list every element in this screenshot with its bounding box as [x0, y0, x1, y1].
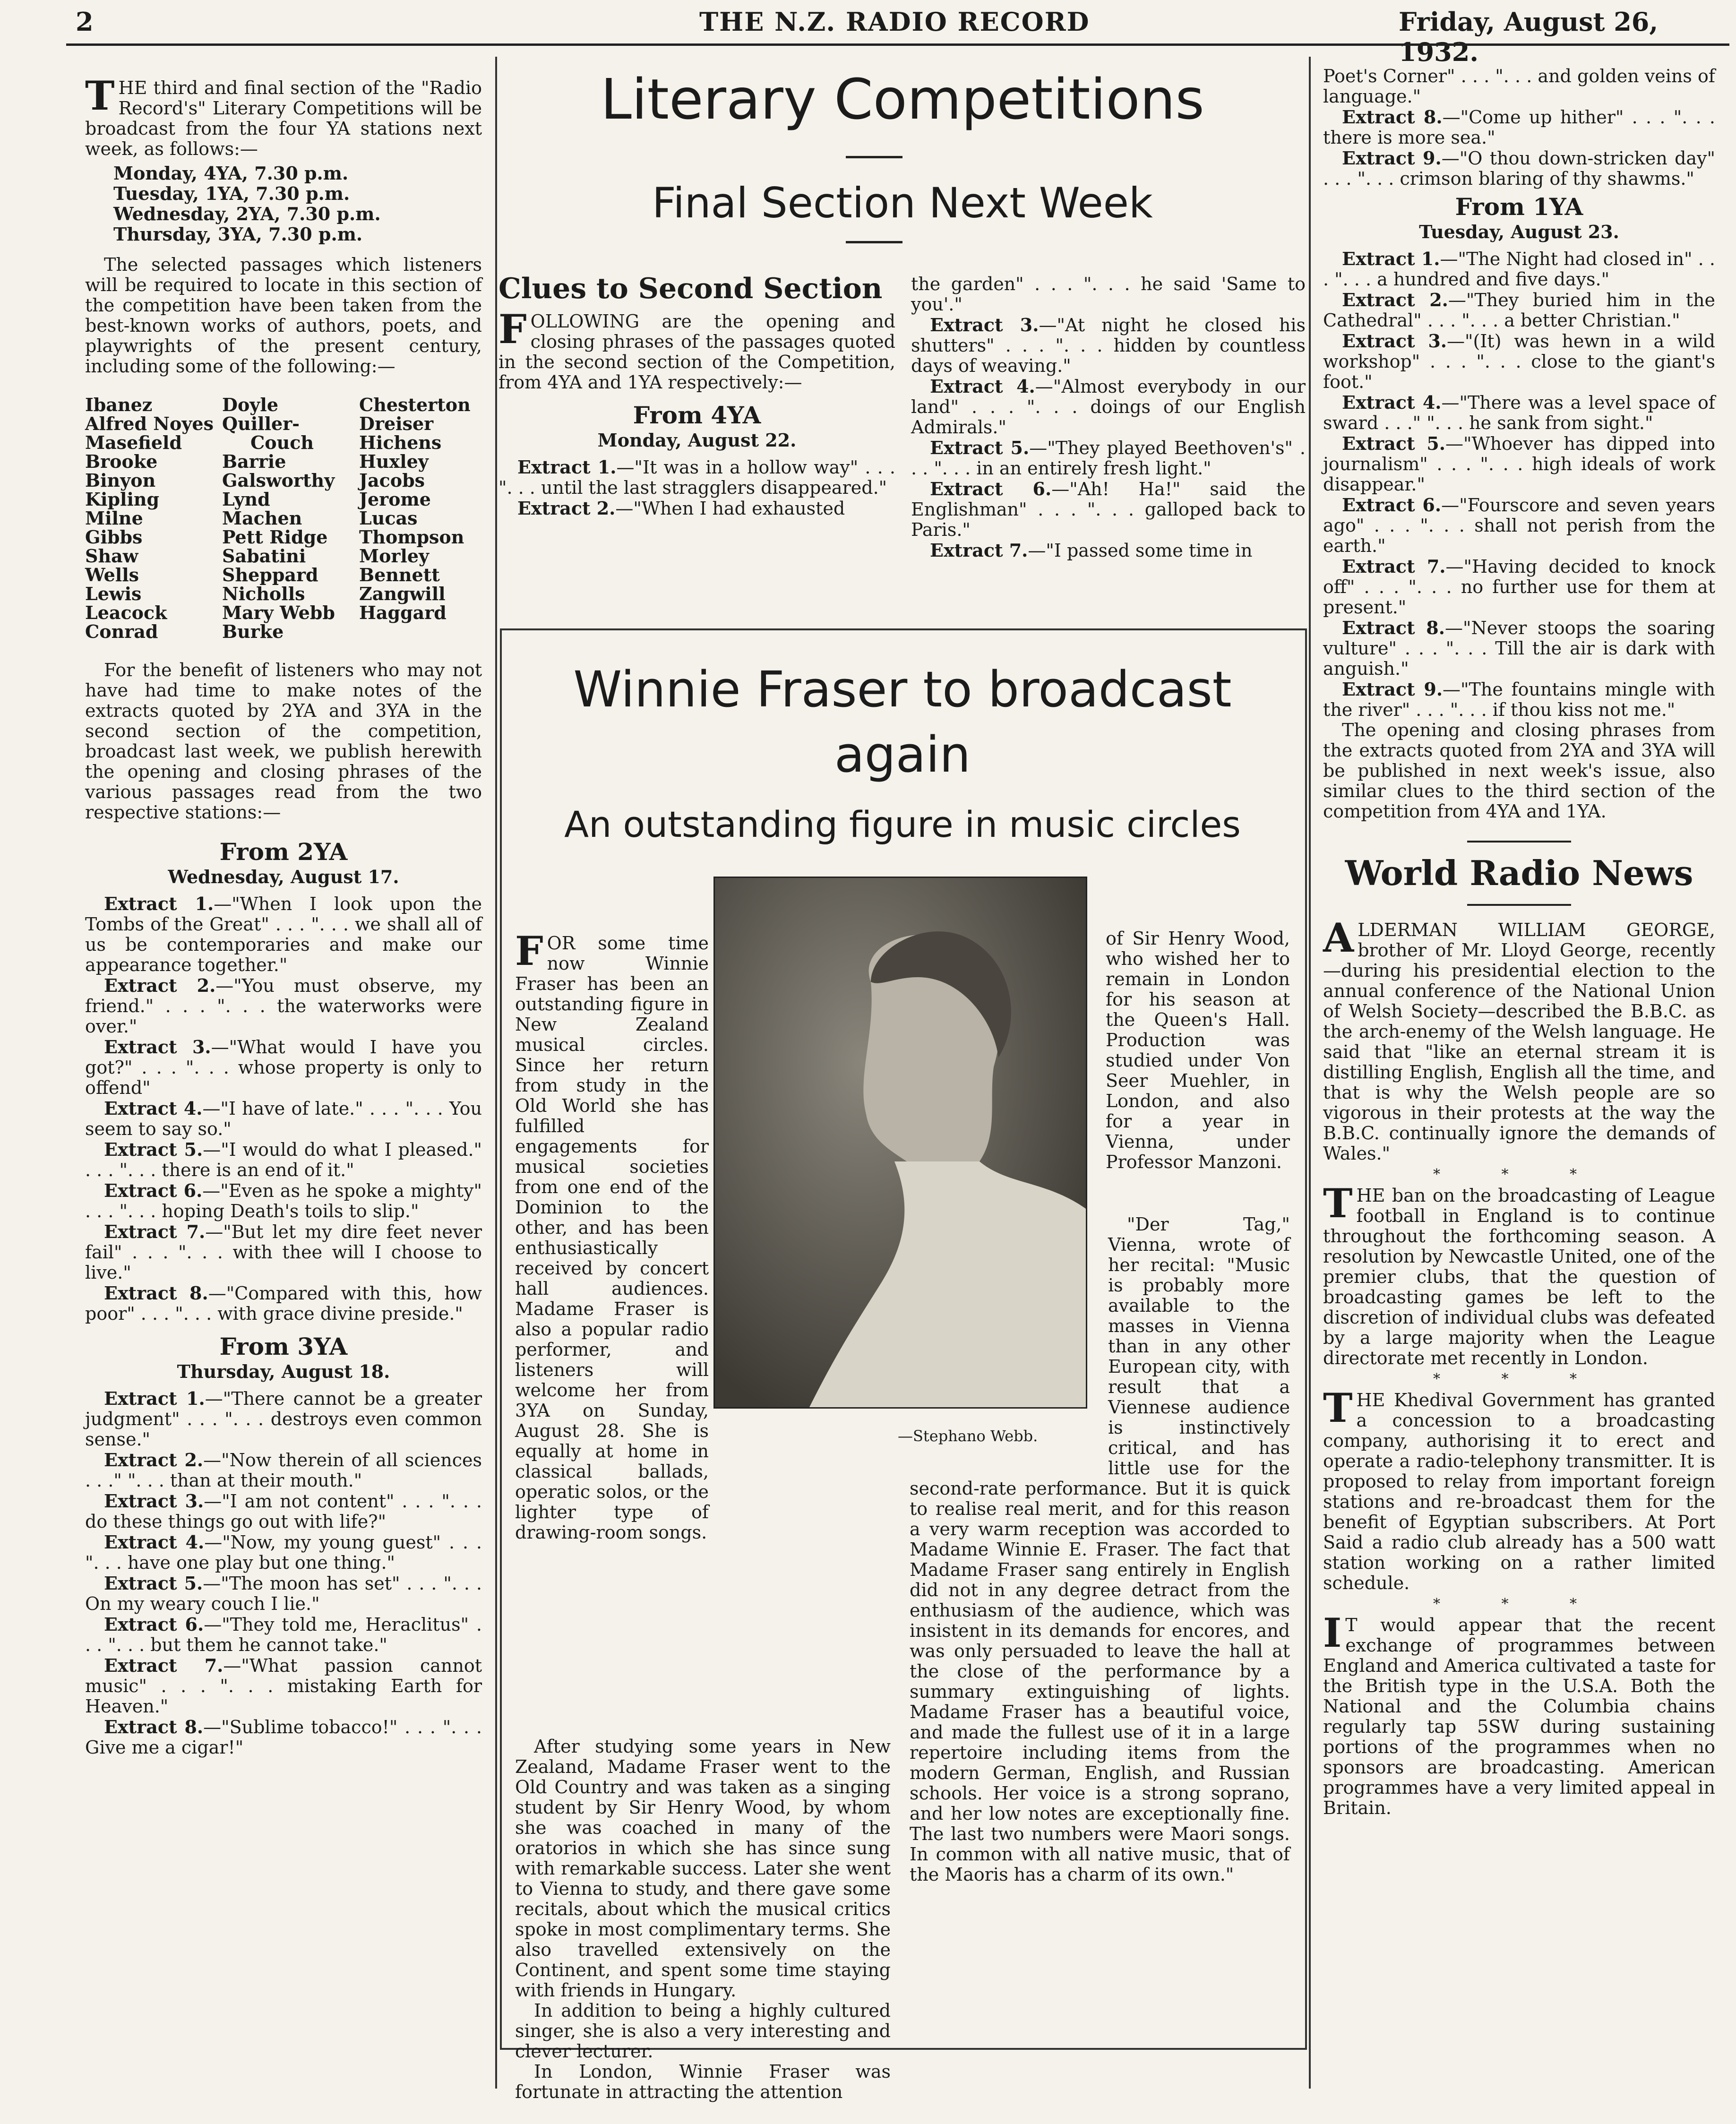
header-rule	[66, 43, 1729, 46]
news-rule-top	[1467, 841, 1571, 843]
ornament: * * *	[1433, 1596, 1606, 1612]
closing-paragraph: The opening and closing phrases from the extracts quoted from 2YA and 3YA will be published in next week's issue, also similar clues to the third section of the competition from 4YA and 1YA.	[1323, 720, 1715, 822]
author: Alfred Noyes	[85, 413, 214, 434]
extract-item	[85, 1180, 482, 1221]
page-number: 2	[76, 7, 94, 37]
extract-item	[498, 498, 895, 519]
extract-label: Extract 4.	[104, 1531, 205, 1553]
news-text: LDERMAN WILLIAM GEORGE, brother of Mr. Lloyd George, recently—during his presidential election to the annual conference of the National Union of Welsh Society—described the B.B.C. as the arch-enemy of the Welsh language. He said that "like an eternal stream it is distilling English, English all the time, and that is why the Welsh people are so vigorous in their protests at the way the B.B.C. continually ignore the demands of Wales."	[1323, 920, 1715, 1164]
extract-label: Extract 3.	[1342, 330, 1447, 352]
extract-label: Extract 1.	[104, 1388, 205, 1409]
news-text: HE Khedival Government has granted a concession to a broadcasting company, authorising it to erect and operate a radio-telephony transmitter. It is proposed to relay from important foreign stations and re-broadcast them for the benefit of Egyptian subscribers. At Port Said a radio club already has a 500 watt station working on a rather limited schedule.	[1323, 1390, 1715, 1593]
ornament: * * *	[1433, 1371, 1606, 1387]
extract-text: —"What passion cannot music" . . . ". . . mistaking Earth for Heaven."	[85, 1655, 482, 1717]
author: Gibbs	[85, 526, 143, 548]
extract-text: —"Compared with this, how poor" . . . ". . . with grace divine preside."	[85, 1283, 482, 1324]
extract-label: Extract 6.	[930, 478, 1052, 499]
extract-text: —"When I had exhausted	[615, 498, 845, 519]
author: Binyon	[85, 470, 156, 491]
extract-label: Extract 2.	[517, 498, 616, 519]
section-date: Wednesday, August 17.	[168, 866, 399, 887]
extract-label: Extract 3.	[930, 314, 1039, 335]
extract-item	[1323, 495, 1715, 556]
author: Morley	[359, 545, 430, 567]
extract-label: Extract 8.	[1342, 106, 1443, 128]
extract-item	[85, 975, 482, 1037]
feature-text: OR some time now Winnie Fraser has been an outstanding figure in New Zealand musical circles. Since her return from study in the Old World she has fulfilled engagements for musical societies from one end of the Dominion to the other, and has been enthusiastically received by concert hall audiences. Madame Fraser is also a popular radio performer, and listeners will welcome her from 3YA on Sunday, August 28. She is equally at home in classical ballads, operatic solos, or the lighter type of drawing-room songs.	[515, 933, 709, 1543]
extract-text: —"When I look upon the Tombs of the Great" . . . ". . . we shall all of us be contemporaries and make our appearance together."	[85, 894, 482, 975]
author: Kipling	[85, 489, 160, 510]
extract-text: —"Now, my young guest" . . . ". . . have one play but one thing."	[85, 1532, 482, 1573]
feature-text-left-bottom	[515, 1737, 891, 2102]
author: Shaw	[85, 545, 138, 567]
extract-label: Extract 7.	[104, 1655, 223, 1676]
extract-text: —"(It) was hewn in a wild workshop" . . . ". . . close to the giant's foot."	[1323, 331, 1716, 392]
authors-list	[85, 396, 482, 641]
extract-label: Extract 2.	[104, 975, 216, 996]
clues-column-1	[498, 272, 895, 519]
extract-label: Extract 5.	[104, 1573, 203, 1594]
extract-text: —"At night he closed his shutters" . . . ". . . hidden by countless days of weaving."	[911, 315, 1306, 376]
main-subheadline: Final Section Next Week	[652, 179, 1153, 227]
extract-item	[1323, 249, 1715, 290]
news-heading: World Radio News	[1345, 853, 1693, 893]
feature-para: "Der Tag," Vienna, wrote of her recital: "Music is probably more available to the masses in Vienna than in any other European city, with result that a Viennese audience is instinctively critical, and has little use for the second-rate performance. But it is quick to realise real merit, and for this reason a very warm reception was accorded to Madame Winnie E. Fraser. The fact that Madame Fraser sang entirely in English did not in any degree detract from the enthusiasm of the audience, which was insistent in its demands for encores, and was only persuaded to leave the hall at the close of the performance by a summary extinguishing of lights. Madame Fraser has a beautiful voice, and made the fullest use of it in a large repertoire including items from the modern German, English, and Russian schools. Her voice is a strong soprano, and her low notes are exceptionally fine. The last two numbers were Maori songs. In common with all native music, that of the Maoris has a charm of its own."	[910, 1214, 1290, 1885]
author: Jerome	[359, 489, 431, 510]
extract-text: —"Ah! Ha!" said the Englishman" . . . ". . . galloped back to Paris."	[911, 479, 1306, 540]
extract-label: Extract 3.	[104, 1490, 204, 1512]
extract-text: —"Almost everybody in our land" . . . ". . . doings of our English Admirals."	[911, 376, 1306, 438]
right-column	[1323, 66, 1715, 1818]
extract-label: Extract 1.	[517, 456, 617, 478]
feature-subheadline: An outstanding figure in music circles	[564, 803, 1241, 845]
schedule-item: Tuesday, 1YA, 7.30 p.m.	[113, 183, 350, 204]
extract-continued: Poet's Corner" . . . ". . . and golden veins of language."	[1323, 66, 1715, 107]
drop-cap: T	[85, 72, 115, 119]
section-heading: From 1YA	[1455, 193, 1583, 221]
extract-text: —"Having decided to knock off" . . . ". . . no further use for them at present."	[1323, 556, 1715, 618]
extract-item	[911, 540, 1306, 561]
section-date: Tuesday, August 23.	[1419, 221, 1619, 242]
extract-item	[85, 1283, 482, 1324]
extract-label: Extract 2.	[104, 1449, 204, 1470]
extract-text: —"Come up hither" . . . ". . . there is more sea."	[1323, 107, 1716, 148]
extract-label: Extract 2.	[1342, 289, 1448, 310]
section-date: Monday, August 22.	[597, 430, 797, 451]
extract-text: —"I passed some time in	[1028, 540, 1253, 561]
schedule-item: Monday, 4YA, 7.30 p.m.	[113, 163, 349, 184]
author: Quiller-	[222, 413, 300, 434]
extract-label: Extract 9.	[1342, 147, 1442, 169]
column-rule-left	[495, 57, 497, 2089]
author: Hichens	[359, 432, 442, 453]
feature-text-right	[1106, 929, 1290, 1172]
extract-label: Extract 6.	[104, 1180, 203, 1201]
ornament: * * *	[1433, 1166, 1606, 1183]
feature-text-left	[515, 928, 893, 1543]
extract-label: Extract 8.	[104, 1716, 204, 1737]
extract-label: Extract 8.	[1342, 617, 1445, 638]
news-item	[1323, 1609, 1715, 1818]
extract-text: —"The Night had closed in" . . . ". . . a hundred and five days."	[1323, 249, 1715, 290]
extract-text: —"I have of late." . . . ". . . You seem to say so."	[85, 1098, 482, 1139]
extract-text: —"There was a level space of sward . . ." ". . . he sank from sight."	[1323, 392, 1715, 433]
author: Lewis	[85, 583, 142, 604]
extract-item	[85, 1098, 482, 1139]
headline-rule	[846, 156, 902, 158]
issue-date: Friday, August 26, 1932.	[1399, 7, 1659, 67]
extract-item	[85, 1614, 482, 1655]
drop-cap: T	[1323, 1384, 1353, 1431]
extract-item	[1323, 556, 1715, 618]
extract-label: Extract 7.	[930, 540, 1028, 561]
author: Barrie	[222, 451, 286, 472]
main-headline: Literary Competitions	[601, 67, 1204, 132]
section-heading: From 2YA	[219, 838, 348, 866]
extract-text: —"There cannot be a greater judgment" . . . ". . . destroys even common sense."	[85, 1388, 482, 1450]
extract-item	[1323, 331, 1715, 392]
author: Leacock	[85, 602, 167, 623]
drop-cap: A	[1323, 914, 1354, 961]
extract-text: —"Even as he spoke a mighty" . . . ". . . hoping Death's toils to slip."	[85, 1180, 482, 1221]
extract-item	[85, 1037, 482, 1098]
author: Bennett	[359, 564, 440, 585]
author: Machen	[222, 507, 302, 529]
extract-item	[911, 376, 1306, 438]
extract-label: Extract 4.	[1342, 392, 1442, 413]
float-spacer	[910, 1214, 1108, 1472]
extract-item	[85, 1532, 482, 1573]
author: Jacobs	[359, 470, 425, 491]
drop-cap: F	[515, 928, 543, 974]
column-rule-right	[1309, 57, 1311, 2089]
feature-headline: Winnie Fraser to broadcast again	[573, 661, 1232, 783]
author: Wells	[85, 564, 139, 585]
extract-label: Extract 8.	[104, 1282, 208, 1304]
feature-para: In London, Winnie Fraser was fortunate in attracting the attention	[515, 2061, 891, 2102]
extract-item	[1323, 679, 1715, 720]
extract-label: Extract 1.	[1342, 248, 1440, 269]
author: Lucas	[359, 507, 418, 529]
extract-label: Extract 5.	[930, 437, 1030, 458]
schedule-item: Wednesday, 2YA, 7.30 p.m.	[113, 203, 381, 224]
extract-text: —"The moon has set" . . . ". . . On my weary couch I lie."	[85, 1573, 482, 1614]
author: Mary Webb	[222, 602, 335, 623]
broadcast-schedule	[113, 163, 482, 244]
extract-item	[911, 479, 1306, 540]
extract-item	[498, 457, 895, 498]
author: Pett Ridge	[222, 526, 328, 548]
feature-para: In addition to being a highly cultured singer, she is also a very interesting and clever lecturer.	[515, 2000, 891, 2062]
extract-label: Extract 9.	[1342, 679, 1443, 700]
extract-text: —"What would I have you got?" . . . ". . . whose property is only to offend"	[85, 1037, 482, 1098]
extract-item	[85, 1139, 482, 1180]
extract-item	[85, 1491, 482, 1532]
feature-narrow-left	[515, 928, 709, 1543]
author: Zangwill	[359, 583, 446, 604]
extract-item	[85, 1388, 482, 1450]
author: Haggard	[359, 602, 447, 623]
clues-heading: Clues to Second Section	[498, 272, 883, 305]
extract-label: Extract 7.	[104, 1221, 206, 1242]
subheadline-rule	[846, 241, 902, 243]
extract-text: —"I am not content" . . . ". . . do these things go out with life?"	[85, 1491, 482, 1532]
extract-label: Extract 5.	[104, 1139, 203, 1160]
feature-para: After studying some years in New Zealand, Madame Fraser went to the Old Country and was taken as a singing student by Sir Henry Wood, by whom she was coached in many of the oratorios in which she has since sung with remarkable success. Later she went to Vienna to study, and there gave some recitals, about which the musical critics spoke in most complimentary terms. She also travelled extensively on the Continent, and spent some time staying with friends in Hungary.	[515, 1736, 891, 2001]
extract-item	[1323, 107, 1715, 148]
extract-label: Extract 3.	[104, 1036, 211, 1058]
drop-cap: T	[1323, 1180, 1353, 1227]
news-rule-bottom	[1467, 904, 1571, 906]
author	[359, 622, 496, 641]
extract-text: —"Sublime tobacco!" . . . ". . . Give me a cigar!"	[85, 1717, 482, 1758]
news-item	[1323, 914, 1715, 1164]
section-heading: From 3YA	[219, 1333, 348, 1360]
author: Milne	[85, 507, 143, 529]
extract-text: —"Fourscore and seven years ago" . . . ". . . shall not perish from the earth."	[1323, 495, 1715, 556]
extract-label: Extract 7.	[1342, 556, 1446, 577]
drop-cap: I	[1323, 1609, 1342, 1656]
extract-text: —"They played Beethoven's" . . . ". . . in an entirely fresh light."	[911, 438, 1306, 479]
author: Huxley	[359, 451, 429, 472]
extract-label: Extract 5.	[1342, 433, 1446, 454]
extract-text: —"You must observe, my friend." . . . ". . . the waterworks were over."	[85, 975, 482, 1037]
extract-text: —"They buried him in the Cathedral" . . . ". . . a better Christian."	[1323, 290, 1715, 331]
author: Galsworthy	[222, 470, 335, 491]
author: Doyle	[222, 394, 278, 415]
extract-item	[911, 315, 1306, 376]
author: Nicholls	[222, 583, 305, 604]
left-column	[85, 72, 482, 1758]
extract-label: Extract 1.	[104, 893, 214, 914]
extract-item	[1323, 148, 1715, 189]
clues-intro: OLLOWING are the opening and closing phrases of the passages quoted in the second section of the Competition, from 4YA and 1YA respectively:—	[498, 311, 895, 393]
extract-item	[1323, 392, 1715, 433]
news-item	[1323, 1384, 1715, 1593]
extract-text: —"Now therein of all sciences . . ." ". . . than at their mouth."	[85, 1450, 482, 1491]
news-item	[1323, 1180, 1715, 1368]
author: Masefield	[85, 432, 182, 453]
feature-para	[515, 928, 709, 1543]
schedule-item: Thursday, 3YA, 7.30 p.m.	[113, 224, 363, 245]
extract-text: —"Never stoops the soaring vulture" . . . ". . . Till the air is dark with anguish."	[1323, 618, 1716, 679]
extract-text: —"O thou down-stricken day" . . . ". . . crimson blaring of thy shawms."	[1323, 148, 1716, 189]
extract-item	[1323, 618, 1715, 679]
author: Burke	[222, 621, 284, 642]
extract-text: —"But let my dire feet never fail" . . . ". . . with thee will I choose to live."	[85, 1221, 482, 1283]
feature-para: of Sir Henry Wood, who wished her to remain in London for his season at the Queen's Hall. Production was studied under Von Seer Muehler, in London, and also for a year in Vienna, under Professor Manzoni.	[1106, 928, 1290, 1172]
author: Brooke	[85, 451, 158, 472]
extract-item	[85, 1573, 482, 1614]
extract-item	[911, 438, 1306, 479]
extract-item	[85, 1450, 482, 1491]
extract-item	[1323, 433, 1715, 495]
extract-item	[85, 1655, 482, 1717]
extract-item	[85, 1717, 482, 1758]
extract-item	[85, 894, 482, 975]
clues-column-2	[911, 274, 1306, 561]
author: Ibanez	[85, 394, 153, 415]
extract-label: Extract 6.	[104, 1614, 204, 1635]
author: Lynd	[222, 489, 270, 510]
author: Conrad	[85, 621, 158, 642]
author: Chesterton	[359, 394, 471, 415]
drop-cap: F	[498, 306, 527, 353]
news-text: T would appear that the recent exchange of programmes between England and America cultivated a taste for the British type in the U.S.A. Both the National and the Columbia chains regularly tap 5SW during sustaining portions of the programmes when no sponsors are broadcasting. American programmes have a very limited appeal in Britain.	[1323, 1615, 1715, 1818]
feature-text-right-bottom	[910, 1214, 1290, 1885]
extract-label: Extract 6.	[1342, 494, 1442, 516]
paper-title: THE N.Z. RADIO RECORD	[699, 7, 1090, 37]
extract-label: Extract 4.	[930, 376, 1035, 397]
section-date: Thursday, August 18.	[177, 1361, 390, 1382]
passages-paragraph: The selected passages which listeners will be required to locate in this section of the competition have been taken from the best-known works of authors, poets, and playwrights of the present century, including some of the following:—	[85, 254, 482, 377]
author: Dreiser	[359, 413, 434, 434]
news-text: HE ban on the broadcasting of League football in England is to continue throughout the forthcoming season. A resolution by Newcastle United, one of the premier clubs, that the question of broadcasting games be left to the discretion of individual clubs was defeated by a large majority when the League directorate met recently in London.	[1323, 1185, 1715, 1368]
extract-continued: the garden" . . . ". . . he said 'Same to you'."	[911, 274, 1306, 315]
extract-text: —"I would do what I pleased." . . . ". . . there is an end of it."	[85, 1139, 482, 1180]
extract-text: —"The fountains mingle with the river" . . . ". . . if thou kiss not me."	[1323, 679, 1715, 720]
extract-text: —"They told me, Heraclitus" . . . ". . . but them he cannot take."	[85, 1614, 482, 1655]
extract-text: —"Whoever has dipped into journalism" . . . ". . . high ideals of work disappear."	[1323, 433, 1715, 495]
author: Thompson	[359, 526, 464, 548]
extract-text: —"It was in a hollow way" . . . ". . . until the last stragglers disappeared."	[498, 457, 895, 498]
intro-paragraph: HE third and final section of the "Radio Record's" Literary Competitions will be broadcast from the four YA stations next week, as follows:—	[85, 77, 482, 159]
author: Sheppard	[222, 564, 318, 585]
extract-label: Extract 4.	[104, 1098, 203, 1119]
section-heading: From 4YA	[633, 401, 761, 429]
extract-item	[1323, 290, 1715, 331]
benefit-paragraph: For the benefit of listeners who may not have had time to make notes of the extracts quoted by 2YA and 3YA in the second section of the competition, broadcast last week, we publish herewith the opening and closing phrases of the various passages read from the two respective stations:—	[85, 660, 482, 823]
extract-item	[85, 1221, 482, 1283]
author: Couch	[250, 432, 314, 453]
author: Sabatini	[222, 545, 306, 567]
photo-credit: —Stephano Webb.	[898, 1427, 1038, 1445]
